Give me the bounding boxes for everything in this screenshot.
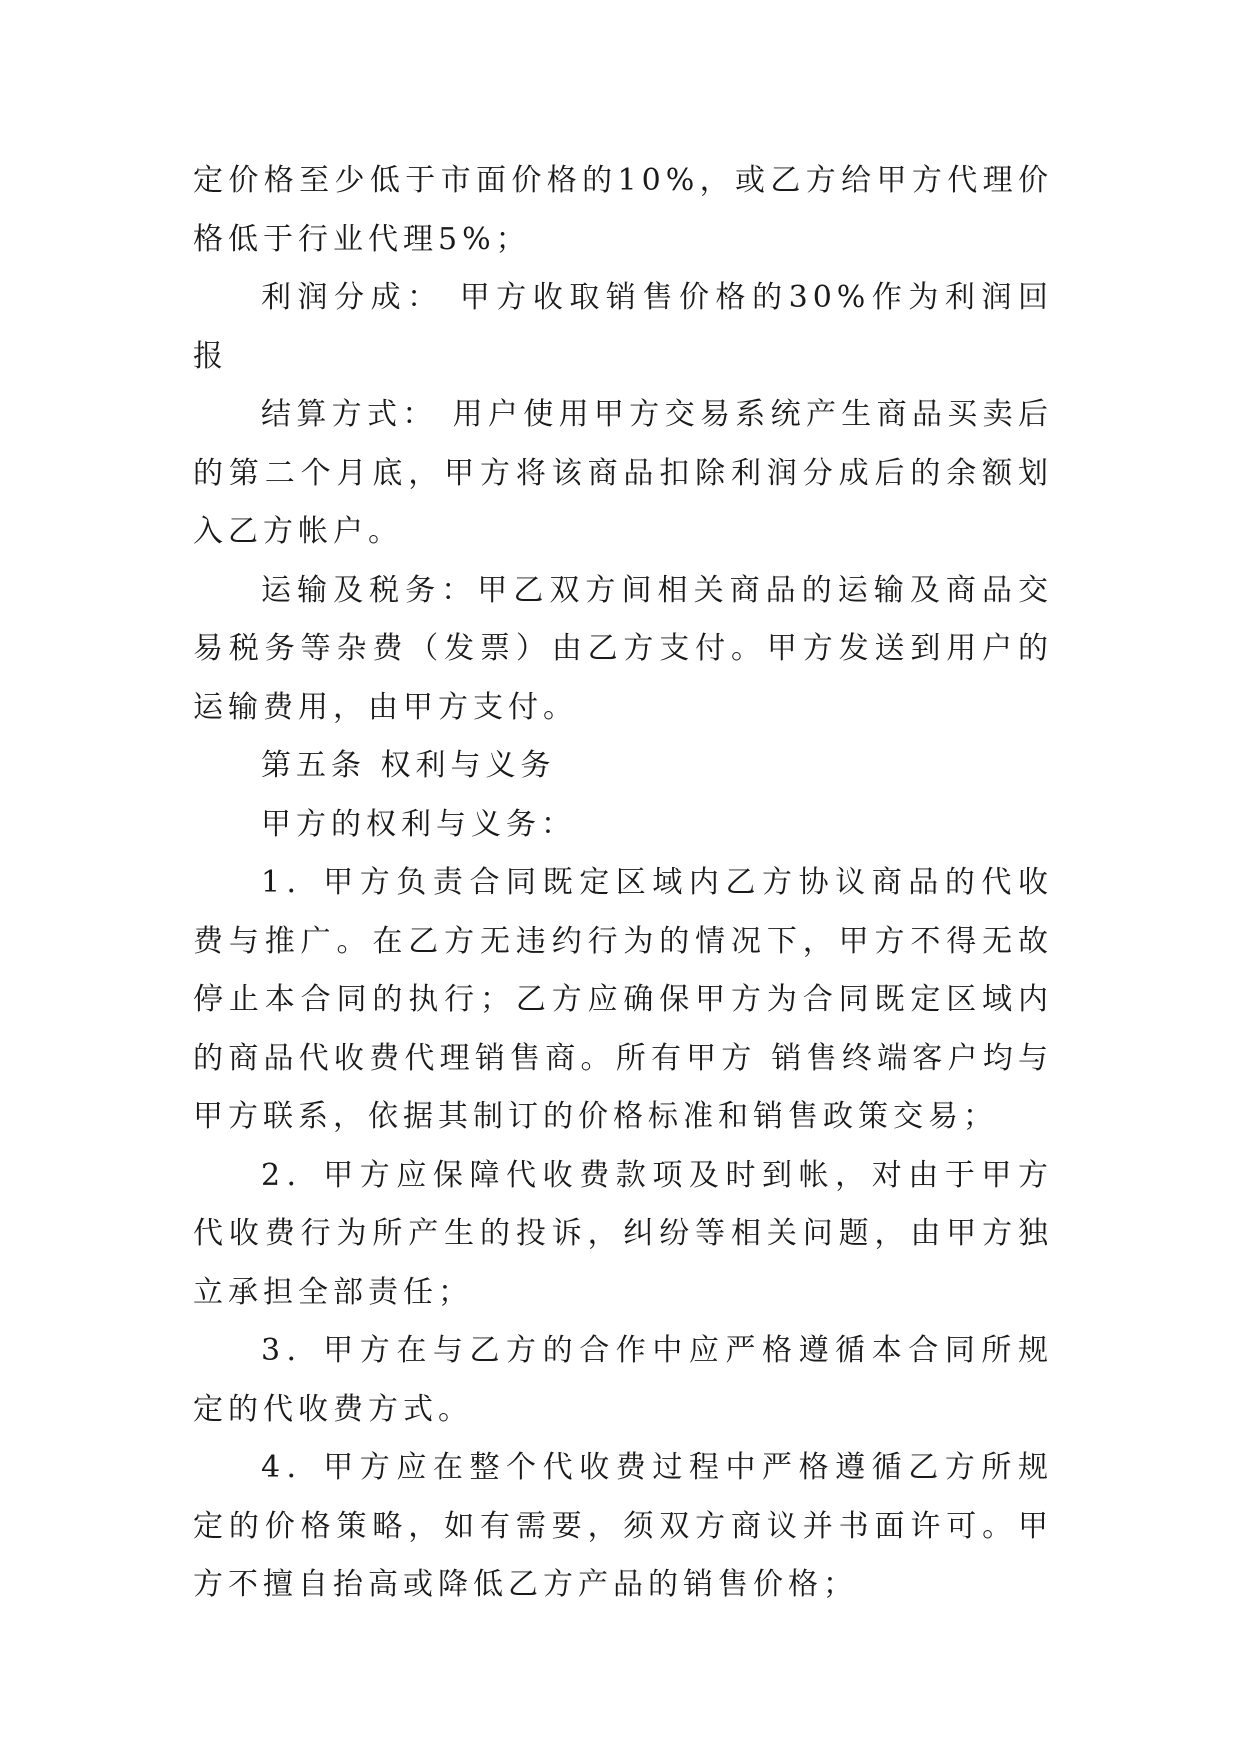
paragraph: 利润分成： 甲方收取销售价格的30%作为利润回报 (193, 280, 1053, 374)
section-heading: 第五条 权利与义务 (261, 748, 556, 783)
list-item: 1．甲方负责合同既定区域内乙方协议商品的代收费与推广。在乙方无违约行为的情况下，甲方不得无故停止本合同的执行；乙方应确保甲方为合同既定区域内的商品代收费代理销售商。所有甲方 销售终端客户均与甲方联系，依据其制订的价格标准和销售政策交易； (193, 865, 1053, 1134)
list-item: 3．甲方在与乙方的合作中应严格遵循本合同所规定的代收费方式。 (193, 1333, 1053, 1427)
document-body (193, 152, 1053, 1615)
paragraph: 定价格至少低于市面价格的10%，或乙方给甲方代理价格低于行业代理5%； (193, 163, 1053, 257)
list-item: 2．甲方应保障代收费款项及时到帐，对由于甲方代收费行为所产生的投诉，纠纷等相关问题，由甲方独立承担全部责任； (193, 1157, 1053, 1310)
list-item: 4．甲方应在整个代收费过程中严格遵循乙方所规定的价格策略，如有需要，须双方商议并书面许可。甲方不擅自抬高或降低乙方产品的销售价格； (193, 1450, 1053, 1602)
paragraph: 运输及税务：甲乙双方间相关商品的运输及商品交易税务等杂费（发票）由乙方支付。甲方发送到用户的运输费用，由甲方支付。 (193, 572, 1053, 725)
paragraph: 结算方式： 用户使用甲方交易系统产生商品买卖后的第二个月底，甲方将该商品扣除利润分成后的余额划入乙方帐户。 (193, 397, 1053, 549)
paragraph: 甲方的权利与义务： (261, 806, 576, 842)
